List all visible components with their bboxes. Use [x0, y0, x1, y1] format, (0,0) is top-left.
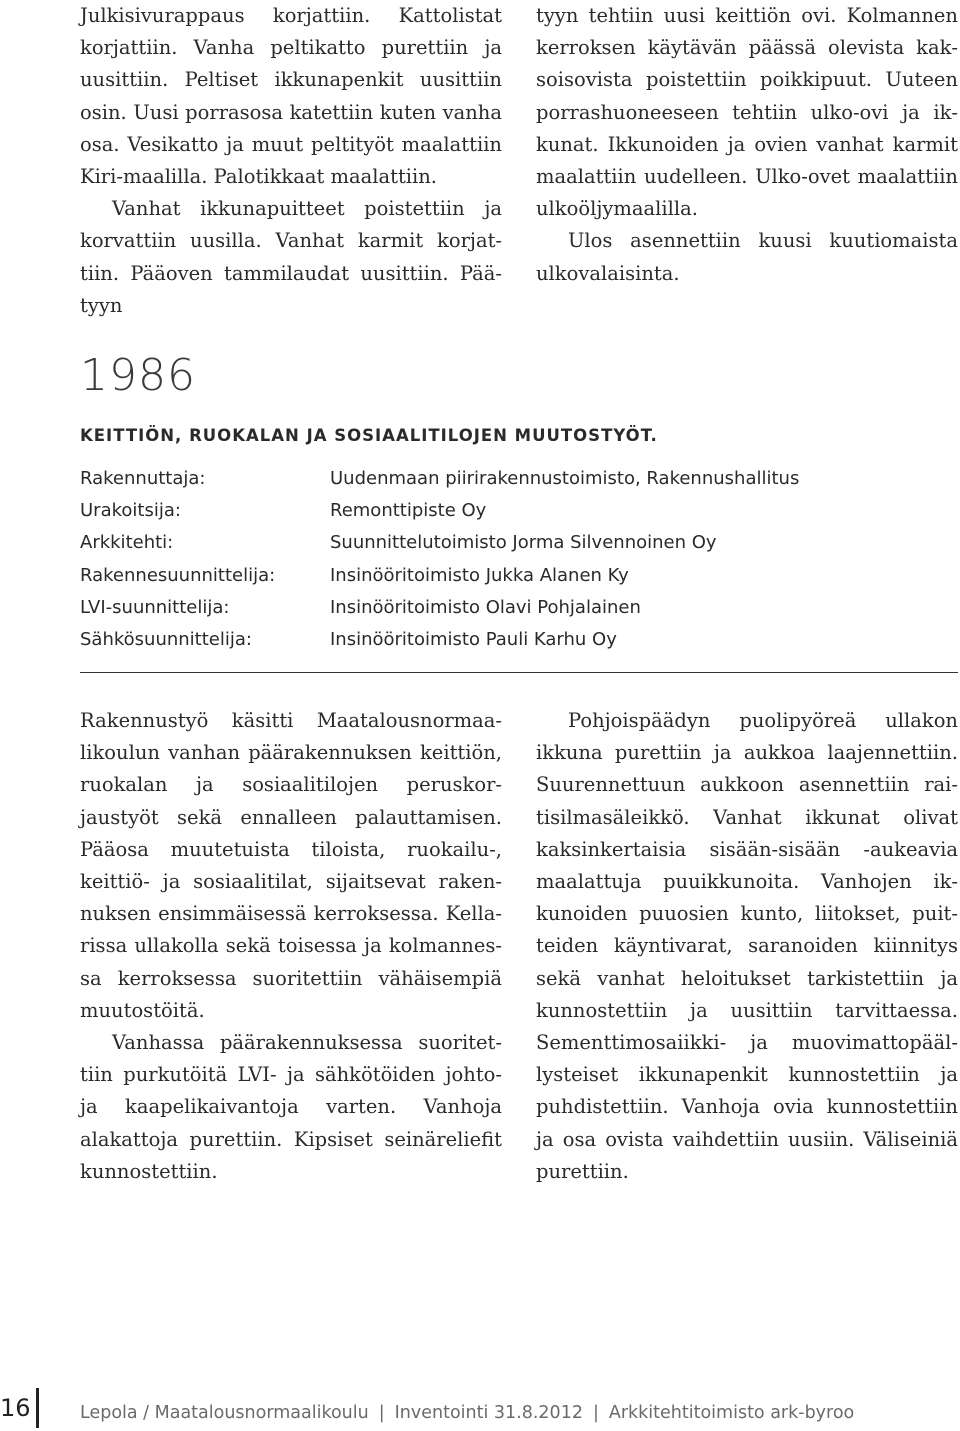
top-right-paragraph-1: tyyn tehtiin uusi keittiön ovi. Kolmannen kerroksen käytävän päässä olevista kaksoisovista poistettiin poikkipuut. Uuteen porrashuoneeseen tehtiin ulko-ovi ja ikkunat. Ikkunoiden ja ovien vanhat karmit maalattiin uudelleen. Ulko-ovet maalattiin ulkoöljymaalilla.	[536, 4, 958, 221]
bottom-left-paragraph-2: Vanhassa päärakennuksessa suoritettiin purkutöitä LVI- ja sähkötöiden johto- ja kaapelikaivantoja varten. Vanhoja alakattoja purettiin. Kipsiset seinäreliefit kunnostettiin.	[80, 1031, 502, 1183]
footer-doc-title: Lepola / Maatalousnormaalikoulu	[80, 1403, 369, 1423]
section-heading: KEITTIÖN, RUOKALAN JA SOSIAALITILOJEN MUUTOSTYÖT.	[80, 426, 658, 445]
footer-divider	[36, 1388, 39, 1428]
top-left-paragraph-2: Vanhat ikkunapuitteet poistettiin ja korvattiin uusilla. Vanhat karmit korjattiin. Pääoven tammilaudat uusittiin. Päätyyn	[80, 197, 502, 317]
section-divider	[80, 672, 958, 673]
footer-doc-type: Inventointi 31.8.2012	[394, 1403, 583, 1423]
credit-name: Insinööritoimisto Pauli Karhu Oy	[330, 629, 617, 651]
credit-role: Sähkösuunnittelija:	[80, 629, 252, 651]
credit-role: Urakoitsija:	[80, 500, 181, 522]
footer-text	[80, 1403, 854, 1423]
footer-separator: |	[378, 1403, 385, 1423]
bottom-right-column	[536, 705, 958, 1188]
credit-row	[80, 624, 940, 656]
footer-author: Arkkitehtitoimisto ark-byroo	[608, 1403, 855, 1423]
credit-name: Insinööritoimisto Jukka Alanen Ky	[330, 564, 629, 586]
bottom-right-paragraph-1: Pohjoispäädyn puolipyöreä ullakon ikkuna purettiin ja aukkoa laajennettiin. Suurennettuun aukkoon asennettiin raitisilmasäleikkö. Vanhat ikkunat olivat kaksinkertaisia sisään-sisään -aukeavia maalattuja puuikkunoita. Vanhojen ikkunoiden puuosien kunto, liitokset, puitteiden käyntivarat, saranoiden kiinnitys sekä vanhat heloitukset tarkistettiin ja kunnostettiin ja uusittiin tarvittaessa. Sementtimosaiikki- ja muovimattopäällysteiset ikkunapenkit kunnostettiin ja puhdistettiin. Vanhoja ovia kunnostettiin ja osa ovista vaihdettiin uusiin. Väliseiniä purettiin.	[536, 709, 958, 1183]
credit-role: LVI-suunnittelija:	[80, 596, 230, 618]
credit-name: Suunnittelutoimisto Jorma Silvennoinen Oy	[330, 532, 717, 554]
bottom-left-column	[80, 705, 502, 1188]
credit-row	[80, 463, 940, 495]
credit-role: Rakennuttaja:	[80, 468, 206, 489]
top-right-paragraph-2: Ulos asennettiin kuusi kuutiomaista ulkovalaisinta.	[536, 229, 958, 285]
credit-name: Uudenmaan piirirakennustoimisto, Rakennushallitus	[330, 468, 800, 489]
top-left-paragraph-1: Julkisivurappaus korjattiin. Kattolistat korjattiin. Vanha peltikatto purettiin ja uusittiin. Peltiset ikkunapenkit uusittiin osin. Uusi porrasosa katettiin kuten vanha osa. Vesikatto ja muut peltityöt maalattiin Kiri-maalilla. Palotikkaat maalattiin.	[80, 4, 502, 189]
credit-role: Rakennesuunnittelija:	[80, 564, 276, 586]
credits-list	[80, 463, 940, 656]
credit-row	[80, 495, 940, 527]
credit-row	[80, 592, 940, 624]
page-number: 16	[0, 1394, 31, 1422]
credit-name: Remonttipiste Oy	[330, 500, 487, 522]
credit-row	[80, 560, 940, 592]
bottom-left-paragraph-1: Rakennustyö käsitti Maatalousnormaalikoulun vanhan päärakennuksen keittiön, ruokalan ja sosiaalitilojen peruskorjaustyöt sekä ennalleen palauttamisen. Pääosa muutetuista tiloista, ruokailu-, keittiö- ja sosiaalitilat, sijaitsevat rakennuksen ensimmäisessä kerroksessa. Kellarissa ullakolla sekä toisessa ja kolmannessa kerroksessa suoritettiin vähäisempiä muutostöitä.	[80, 709, 502, 1022]
credit-name: Insinööritoimisto Olavi Pohjalainen	[330, 596, 641, 618]
top-left-column	[80, 0, 502, 322]
section-year: 1986	[80, 350, 196, 401]
footer-separator: |	[592, 1403, 599, 1423]
credit-role: Arkkitehti:	[80, 532, 174, 554]
credit-row	[80, 527, 940, 559]
top-right-column	[536, 0, 958, 290]
